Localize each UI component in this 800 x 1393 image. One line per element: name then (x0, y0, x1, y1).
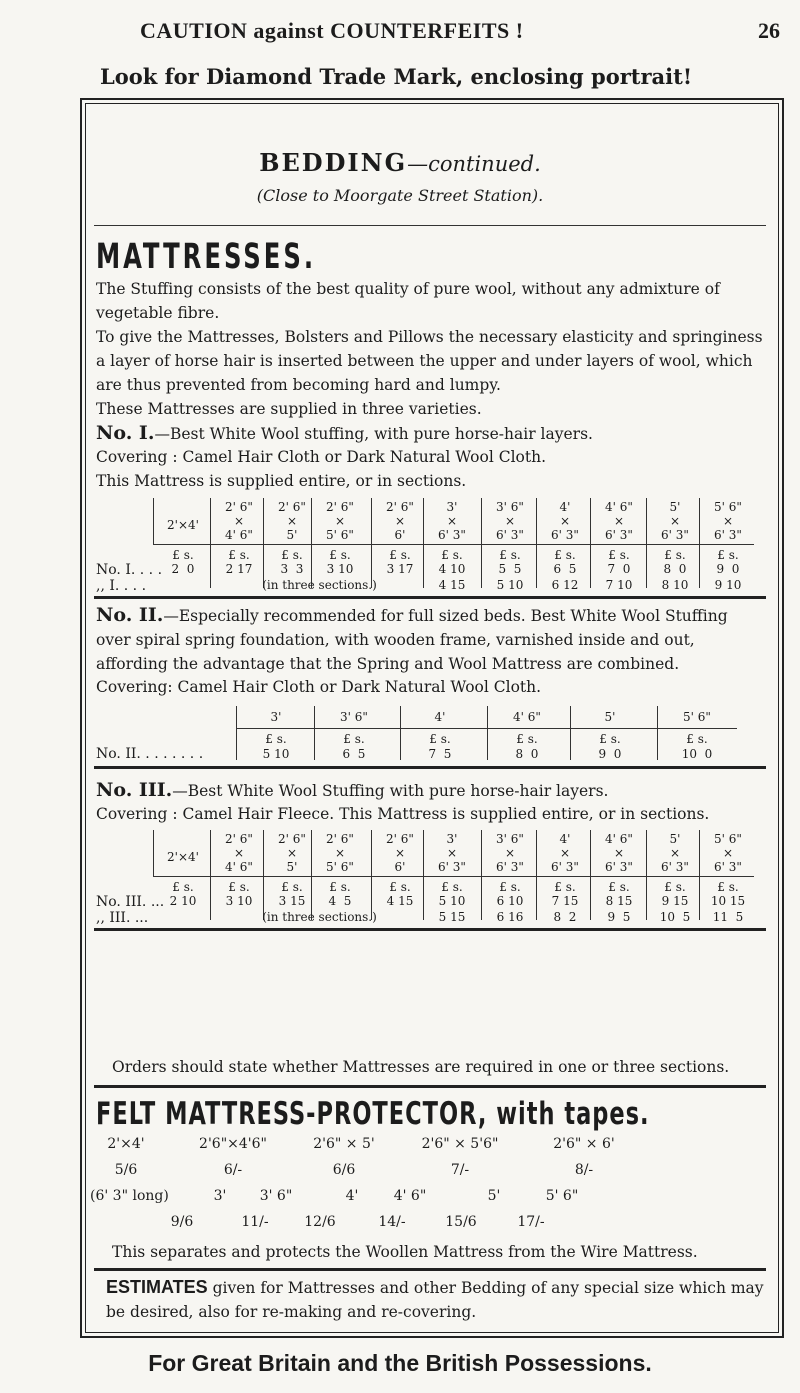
size-header: × (504, 846, 516, 860)
price-cell: 8 0 (515, 747, 539, 761)
size-header: 6' 3" (661, 528, 689, 542)
no3-covering: Covering : Camel Hair Fleece. This Mattress is supplied entire, or in sections. (96, 805, 710, 823)
column-rule (153, 830, 154, 876)
size-header: 5' (286, 860, 298, 874)
orders-note: Orders should state whether Mattresses are required in one or three sections. (112, 1058, 730, 1076)
size-header: × (446, 846, 458, 860)
page-header (0, 8, 800, 89)
sections-note: (in three sections.) (262, 578, 377, 592)
price-cell: 3 17 (386, 562, 414, 576)
size-header: × (559, 846, 571, 860)
size-header: 2' 6" (386, 832, 414, 846)
price-cell: 5 5 (498, 562, 522, 576)
protector-note: This separates and protects the Woollen Mattress from the Wire Mattress. (112, 1243, 698, 1261)
no1-covering: Covering : Camel Hair Cloth or Dark Natural Wool Cloth. (96, 448, 546, 466)
price-cell: 7 10 (605, 578, 633, 592)
mattresses-heading: MATTRESSES. (96, 237, 317, 278)
table-bottom-rule (94, 766, 766, 769)
column-rule (481, 498, 482, 588)
row-label: No. I. . . . (96, 562, 163, 578)
column-rule (657, 706, 658, 760)
price-cell: 5 10 (438, 894, 466, 908)
protector-size: 2'6" × 5' (313, 1136, 375, 1152)
protector-size: 3' (213, 1188, 227, 1204)
table-bottom-rule (94, 928, 766, 931)
size-header: 3' 6" (496, 500, 524, 514)
protector-size: 5' 6" (545, 1188, 579, 1204)
currency-unit: £ s. (686, 732, 708, 746)
divider-thick (94, 1085, 766, 1088)
size-header: × (286, 846, 298, 860)
size-header: × (504, 514, 516, 528)
size-header: 2' 6" (326, 832, 354, 846)
currency-unit: £ s. (499, 548, 521, 562)
size-header: 6' 3" (551, 528, 579, 542)
header-rule (153, 876, 754, 877)
protector-size: 2'6" × 6' (553, 1136, 615, 1152)
price-cell: 10 0 (681, 747, 713, 761)
size-header: 4' (434, 710, 446, 724)
protector-price: 14/- (378, 1214, 406, 1230)
column-rule (487, 706, 488, 760)
column-rule (210, 498, 211, 588)
size-header: 6' 3" (551, 860, 579, 874)
paragraph-stuffing: The Stuffing consists of the best quality of pure wool, without any admixture of vegetable fibre. (96, 280, 720, 322)
size-header: 4' 6" (605, 832, 633, 846)
price-cell: 3 15 (278, 894, 306, 908)
currency-unit: £ s. (389, 880, 411, 894)
paragraph-varieties: These Mattresses are supplied in three varieties. (96, 400, 482, 418)
size-header: 2' 6" (386, 500, 414, 514)
size-header: × (669, 846, 681, 860)
no3-description: No. III.—Best White Wool Stuffing with pure horse-hair layers. (96, 779, 609, 801)
column-rule (371, 498, 372, 588)
price-cell: 8 0 (663, 562, 687, 576)
protector-price: 6/6 (332, 1162, 356, 1178)
currency-unit: £ s. (516, 732, 538, 746)
column-rule (400, 706, 401, 760)
size-header: 4' 6" (225, 528, 253, 542)
size-header: × (334, 514, 346, 528)
column-rule (371, 830, 372, 920)
price-cell: 10 15 (710, 894, 746, 908)
size-header: 2'×4' (167, 518, 199, 532)
protector-heading: FELT MATTRESS-PROTECTOR, with tapes. (96, 1095, 650, 1132)
price-cell: 4 15 (386, 894, 414, 908)
protector-price: 8/- (574, 1162, 594, 1178)
size-header: × (334, 846, 346, 860)
no2-description: No. II.—Especially recommended for full sized beds. Best White Wool Stuffing over spiral spring foundation, with wooden frame, varnished inside and out, affording the advantage that the Spring and Wool Mattress are combined. (96, 604, 728, 673)
header-rule (153, 544, 754, 545)
row-label: ,, III. ... (96, 910, 149, 926)
price-cell: 4 10 (438, 562, 466, 576)
currency-unit: £ s. (608, 880, 630, 894)
trade-mark-notice: Look for Diamond Trade Mark, enclosing portrait! (100, 64, 693, 89)
price-cell: 6 5 (553, 562, 577, 576)
size-header: × (286, 514, 298, 528)
size-header: 6' 3" (496, 528, 524, 542)
size-header: 6' 3" (661, 860, 689, 874)
price-cell: 7 15 (551, 894, 579, 908)
protector-size: 4' 6" (393, 1188, 427, 1204)
size-header: 3' 6" (340, 710, 368, 724)
size-header: 6' (394, 860, 406, 874)
section-location: (Close to Moorgate Street Station). (256, 186, 544, 205)
section-title: BEDDING—continued. (259, 148, 541, 177)
currency-unit: £ s. (441, 880, 463, 894)
size-header: 3' (270, 710, 282, 724)
protector-size: 4' (345, 1188, 359, 1204)
size-header: × (559, 514, 571, 528)
size-header: 6' 3" (438, 860, 466, 874)
price-cell: 5 10 (262, 747, 290, 761)
currency-unit: £ s. (429, 732, 451, 746)
column-rule (236, 706, 237, 760)
protector-price: 7/- (450, 1162, 470, 1178)
currency-unit: £ s. (228, 880, 250, 894)
column-rule (536, 830, 537, 920)
footer-banner: For Great Britain and the British Possessions. (148, 1350, 652, 1376)
size-header: 5' (669, 500, 681, 514)
price-cell: 3 10 (225, 894, 253, 908)
protector-price: 17/- (517, 1214, 545, 1230)
size-header: 6' 3" (605, 860, 633, 874)
currency-unit: £ s. (281, 880, 303, 894)
size-header: 6' 3" (714, 860, 742, 874)
column-rule (646, 498, 647, 588)
size-header: × (722, 846, 734, 860)
table-bottom-rule (94, 596, 766, 599)
currency-unit: £ s. (389, 548, 411, 562)
protector-size: 2'×4' (107, 1136, 145, 1152)
protector-size: 2'6"×4'6" (199, 1136, 267, 1152)
price-cell: 8 10 (661, 578, 689, 592)
column-rule (314, 706, 315, 760)
price-cell: 2 10 (169, 894, 197, 908)
size-header: 3' (446, 832, 458, 846)
protector-price: 15/6 (445, 1214, 477, 1230)
currency-unit: £ s. (281, 548, 303, 562)
size-header: 2'×4' (167, 850, 199, 864)
size-header: 2' 6" (225, 500, 253, 514)
protector-size: 3' 6" (259, 1188, 293, 1204)
column-rule (481, 830, 482, 920)
currency-unit: £ s. (664, 548, 686, 562)
size-header: 3' 6" (496, 832, 524, 846)
size-header: 4' (559, 500, 571, 514)
row-label: ,, I. . . . (96, 578, 147, 594)
size-header: 2' 6" (225, 832, 253, 846)
size-header: × (233, 846, 245, 860)
row-label: No. II. . . . . . . . (96, 746, 204, 762)
price-cell: 2 17 (225, 562, 253, 576)
currency-unit: £ s. (664, 880, 686, 894)
currency-unit: £ s. (441, 548, 463, 562)
price-cell: 9 0 (598, 747, 622, 761)
size-header: × (613, 846, 625, 860)
currency-unit: £ s. (717, 880, 739, 894)
protector-price: 9/6 (170, 1214, 194, 1230)
paragraph-horse-hair: To give the Mattresses, Bolsters and Pillows the necessary elasticity and springiness a layer of horse hair is inserted between the upper and under layers of wool, which are thus prevented from becoming hard and lumpy. (96, 328, 763, 394)
protector-size: 5' (487, 1188, 501, 1204)
price-cell: 9 10 (714, 578, 742, 592)
price-cell: 3 10 (326, 562, 354, 576)
size-header: 4' (559, 832, 571, 846)
currency-unit: £ s. (599, 732, 621, 746)
size-header: 6' 3" (496, 860, 524, 874)
price-cell: 6 5 (342, 747, 366, 761)
currency-unit: £ s. (717, 548, 739, 562)
price-cell: 9 5 (607, 910, 631, 924)
size-header: 5' 6" (326, 860, 354, 874)
estimates-note: ESTIMATES given for Mattresses and other Bedding of any special size which may be desired, also for re-making and re-covering. (106, 1277, 764, 1321)
column-rule (153, 498, 154, 544)
protector-price: 11/- (241, 1214, 269, 1230)
no2-covering: Covering: Camel Hair Cloth or Dark Natural Wool Cloth. (96, 678, 542, 696)
price-cell: 7 0 (607, 562, 631, 576)
price-cell: 11 5 (712, 910, 744, 924)
size-header: × (394, 514, 406, 528)
size-header: × (669, 514, 681, 528)
price-cell: 7 5 (428, 747, 452, 761)
size-header: 6' 3" (605, 528, 633, 542)
size-header: 4' 6" (513, 710, 541, 724)
currency-unit: £ s. (329, 880, 351, 894)
size-header: 5' 6" (714, 832, 742, 846)
protector-length-note: (6' 3" long) (90, 1188, 169, 1204)
size-header: 5' (604, 710, 616, 724)
size-header: 4' 6" (225, 860, 253, 874)
header-rule (236, 728, 737, 729)
size-header: 4' 6" (605, 500, 633, 514)
price-cell: 3 3 (280, 562, 304, 576)
protector-price: 6/- (223, 1162, 243, 1178)
currency-unit: £ s. (343, 732, 365, 746)
currency-unit: £ s. (265, 732, 287, 746)
column-rule (570, 706, 571, 760)
size-header: 5' 6" (714, 500, 742, 514)
currency-unit: £ s. (172, 880, 194, 894)
divider-thick-2 (94, 1268, 766, 1271)
currency-unit: £ s. (554, 880, 576, 894)
column-rule (210, 830, 211, 920)
size-header: 6' 3" (714, 528, 742, 542)
currency-unit: £ s. (228, 548, 250, 562)
price-cell: 9 15 (661, 894, 689, 908)
size-header: 6' 3" (438, 528, 466, 542)
size-header: 3' (446, 500, 458, 514)
size-header: × (613, 514, 625, 528)
size-header: 2' 6" (278, 500, 306, 514)
page-number: 26 (758, 18, 780, 43)
size-header: × (722, 514, 734, 528)
protector-size: 2'6" × 5'6" (421, 1136, 499, 1152)
size-header: × (233, 514, 245, 528)
divider (94, 225, 766, 226)
price-cell: 8 2 (553, 910, 577, 924)
price-cell: 6 16 (496, 910, 524, 924)
sections-note: (in three sections.) (262, 910, 377, 924)
column-rule (536, 498, 537, 588)
row-label: No. III. ... (96, 894, 165, 910)
price-cell: 5 10 (496, 578, 524, 592)
price-cell: 8 15 (605, 894, 633, 908)
no1-supply: This Mattress is supplied entire, or in sections. (96, 472, 467, 490)
price-cell: 9 0 (716, 562, 740, 576)
column-rule (646, 830, 647, 920)
size-header: 5' 6" (326, 528, 354, 542)
caution-heading: CAUTION against COUNTERFEITS ! (140, 18, 524, 43)
size-header: 5' 6" (683, 710, 711, 724)
currency-unit: £ s. (554, 548, 576, 562)
currency-unit: £ s. (499, 880, 521, 894)
size-header: 2' 6" (278, 832, 306, 846)
size-header: 5' (669, 832, 681, 846)
price-cell: 4 5 (328, 894, 352, 908)
price-cell: 2 0 (171, 562, 195, 576)
protector-price: 5/6 (114, 1162, 138, 1178)
price-cell: 6 12 (551, 578, 579, 592)
currency-unit: £ s. (329, 548, 351, 562)
size-header: 6' (394, 528, 406, 542)
price-cell: 5 15 (438, 910, 466, 924)
currency-unit: £ s. (608, 548, 630, 562)
size-header: 2' 6" (326, 500, 354, 514)
no1-description: No. I.—Best White Wool stuffing, with pure horse-hair layers. (96, 422, 593, 444)
size-header: × (394, 846, 406, 860)
size-header: 5' (286, 528, 298, 542)
currency-unit: £ s. (172, 548, 194, 562)
price-cell: 6 10 (496, 894, 524, 908)
protector-price: 12/6 (304, 1214, 336, 1230)
price-cell: 4 15 (438, 578, 466, 592)
size-header: × (446, 514, 458, 528)
price-cell: 10 5 (659, 910, 691, 924)
